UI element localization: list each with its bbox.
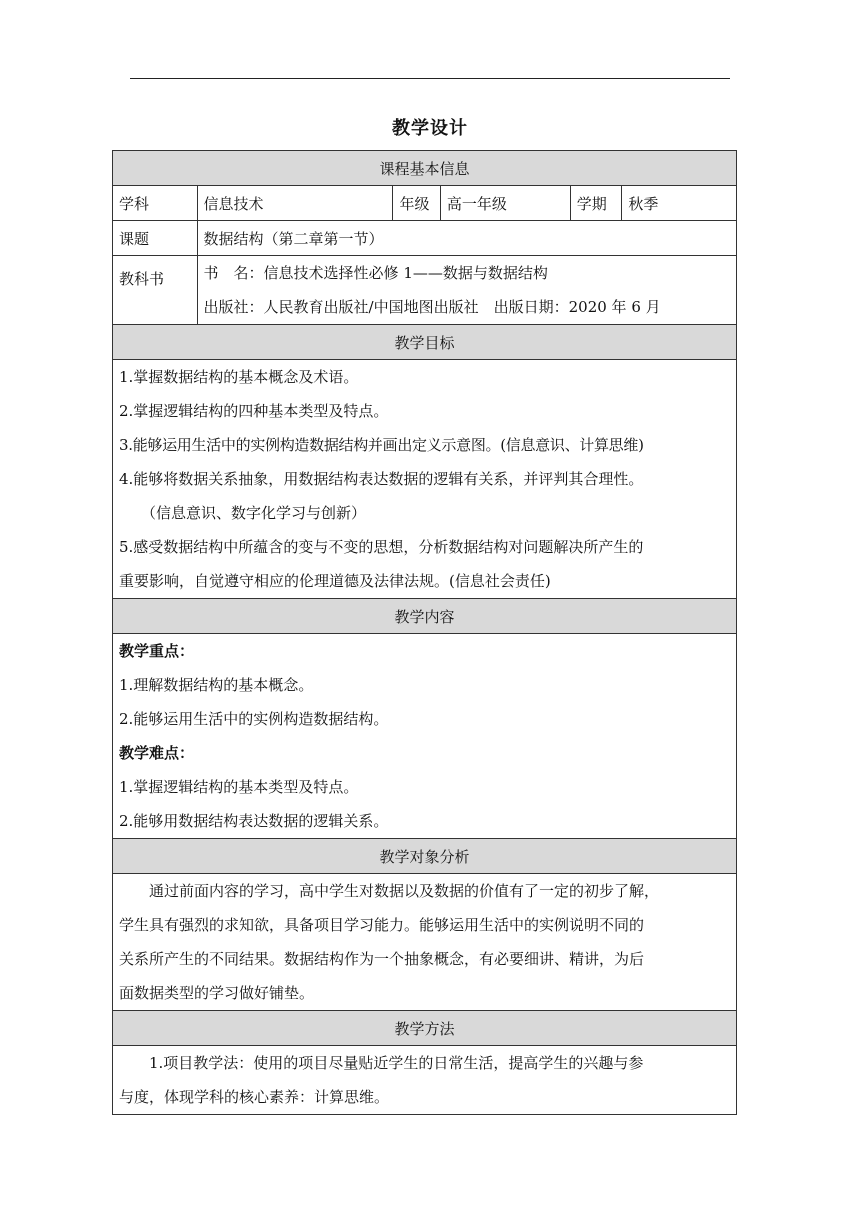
grade-value: 高一年级 <box>440 186 570 221</box>
analysis-line: 面数据类型的学习做好铺垫。 <box>119 984 315 1002</box>
objective-item: 1.掌握数据结构的基本概念及术语。 <box>119 368 359 386</box>
content-body <box>113 634 737 839</box>
topic-label: 课题 <box>113 221 198 256</box>
method-line: 与度，体现学科的核心素养：计算思维。 <box>119 1088 390 1106</box>
subject-value: 信息技术 <box>197 186 393 221</box>
analysis-line: 通过前面内容的学习，高中学生对数据以及数据的价值有了一定的初步了解， <box>149 882 660 900</box>
objective-item: 4.能够将数据关系抽象，用数据结构表达数据的逻辑有关系，并评判其合理性。 <box>119 470 644 488</box>
objective-item-continued: 重要影响，自觉遵守相应的伦理道德及法律法规。(信息社会责任) <box>119 572 551 590</box>
difficult-point-item: 1.掌握逻辑结构的基本类型及特点。 <box>119 778 359 796</box>
analysis-body <box>113 874 737 1011</box>
difficult-points-heading: 教学难点： <box>119 744 195 762</box>
grade-label: 年级 <box>393 186 440 221</box>
section-content: 教学内容 <box>113 599 737 634</box>
header-rule <box>130 78 730 79</box>
analysis-line: 关系所产生的不同结果。数据结构作为一个抽象概念，有必要细讲、精讲，为后 <box>119 950 645 968</box>
subject-label: 学科 <box>113 186 198 221</box>
textbook-info <box>197 256 736 325</box>
objective-item: 2.掌握逻辑结构的四种基本类型及特点。 <box>119 402 389 420</box>
method-line: 1.项目教学法：使用的项目尽量贴近学生的日常生活，提高学生的兴趣与参 <box>149 1054 644 1072</box>
objective-item: 3.能够运用生活中的实例构造数据结构并画出定义示意图。(信息意识、计算思维) <box>119 436 644 454</box>
key-point-item: 1.理解数据结构的基本概念。 <box>119 676 314 694</box>
difficult-point-item: 2.能够用数据结构表达数据的逻辑关系。 <box>119 812 389 830</box>
key-points-heading: 教学重点： <box>119 642 195 660</box>
topic-value: 数据结构（第二章第一节） <box>197 221 736 256</box>
textbook-label: 教科书 <box>113 256 198 325</box>
objectives-list <box>113 360 737 599</box>
section-analysis: 教学对象分析 <box>113 839 737 874</box>
methods-body <box>113 1046 737 1115</box>
section-objectives: 教学目标 <box>113 325 737 360</box>
analysis-line: 学生具有强烈的求知欲，具备项目学习能力。能够运用生活中的实例说明不同的 <box>119 916 645 934</box>
objective-item: 5.感受数据结构中所蕴含的变与不变的思想，分析数据结构对问题解决所产生的 <box>119 538 644 556</box>
objective-item-continued: （信息意识、数字化学习与创新） <box>141 504 367 522</box>
key-point-item: 2.能够运用生活中的实例构造数据结构。 <box>119 710 389 728</box>
document-title: 教学设计 <box>392 118 468 139</box>
term-label: 学期 <box>570 186 622 221</box>
section-methods: 教学方法 <box>113 1011 737 1046</box>
publisher-line: 出版社：人民教育出版社/中国地图出版社 出版日期：2020 年 6 月 <box>203 298 661 316</box>
section-basic-info: 课程基本信息 <box>113 151 737 186</box>
term-value: 秋季 <box>622 186 737 221</box>
book-name-line: 书 名：信息技术选择性必修 1——数据与数据结构 <box>203 264 548 282</box>
lesson-plan-table <box>112 150 737 1115</box>
